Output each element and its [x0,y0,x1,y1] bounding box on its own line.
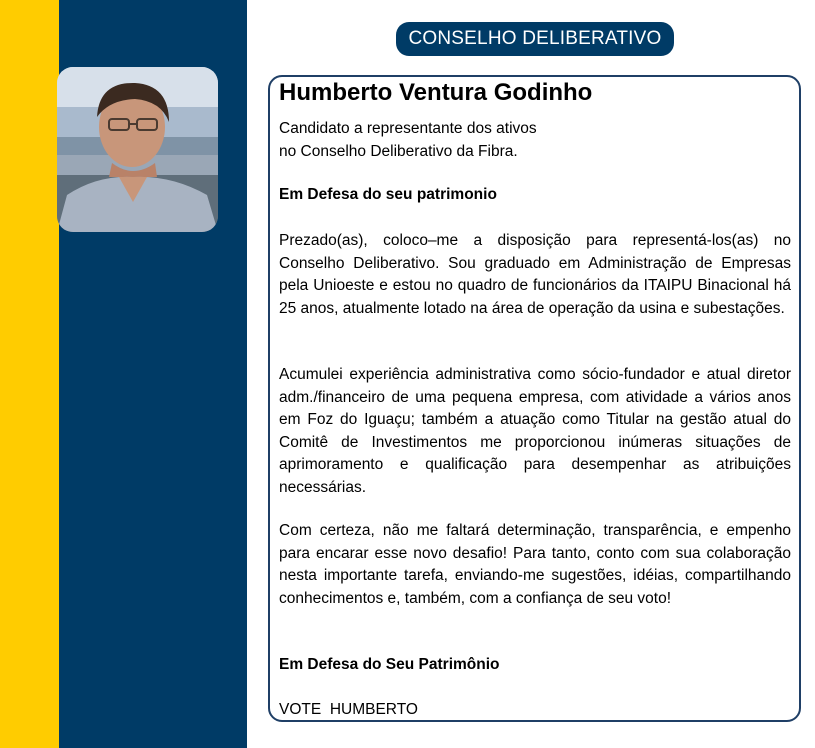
paragraph-introduction: Prezado(as), coloco–me a disposição para representá-los(as) no Conselho Deliberativo. Sou graduado em Administração de Empresas pela Unioeste e estou no quadro de funcionários da ITAIPU Binacional há 25 anos, atualmente lotado na área de operação da usina e subestações. [279,232,791,317]
heading-defense-1: Em Defesa do seu patrimonio [279,186,497,203]
intro-line-1: Candidato a representante dos ativos [279,120,537,137]
heading-defense-2: Em Defesa do Seu Patrimônio [279,656,500,673]
candidate-intro [279,118,791,163]
paragraph-experience: Acumulei experiência administrativa como sócio-fundador e atual diretor adm./financeiro de uma pequena empresa, com atividade a vários anos em Foz do Iguaçu; também a atuação como Titular na gestão atual do Comitê de Investimentos me proporcionou inúmeras situações de aprimoramento e qualificação para desempenhar as atribuições necessárias. [279,366,791,496]
section-badge: CONSELHO DELIBERATIVO [396,22,674,56]
paragraph-commitment: Com certeza, não me faltará determinação, transparência, e empenho para encarar esse novo desafio! Para tanto, conto com sua colaboração nesta importante tarefa, enviando-me sugestões, idéias, compartilhando conhecimentos e, também, com a confiança de seu voto! [279,522,791,607]
closing-vote-text: VOTE HUMBERTO [279,701,418,718]
candidate-photo [57,67,218,232]
candidate-name: Humberto Ventura Godinho [279,79,593,106]
yellow-side-stripe [0,0,59,748]
intro-line-2: no Conselho Deliberativo da Fibra. [279,142,518,160]
